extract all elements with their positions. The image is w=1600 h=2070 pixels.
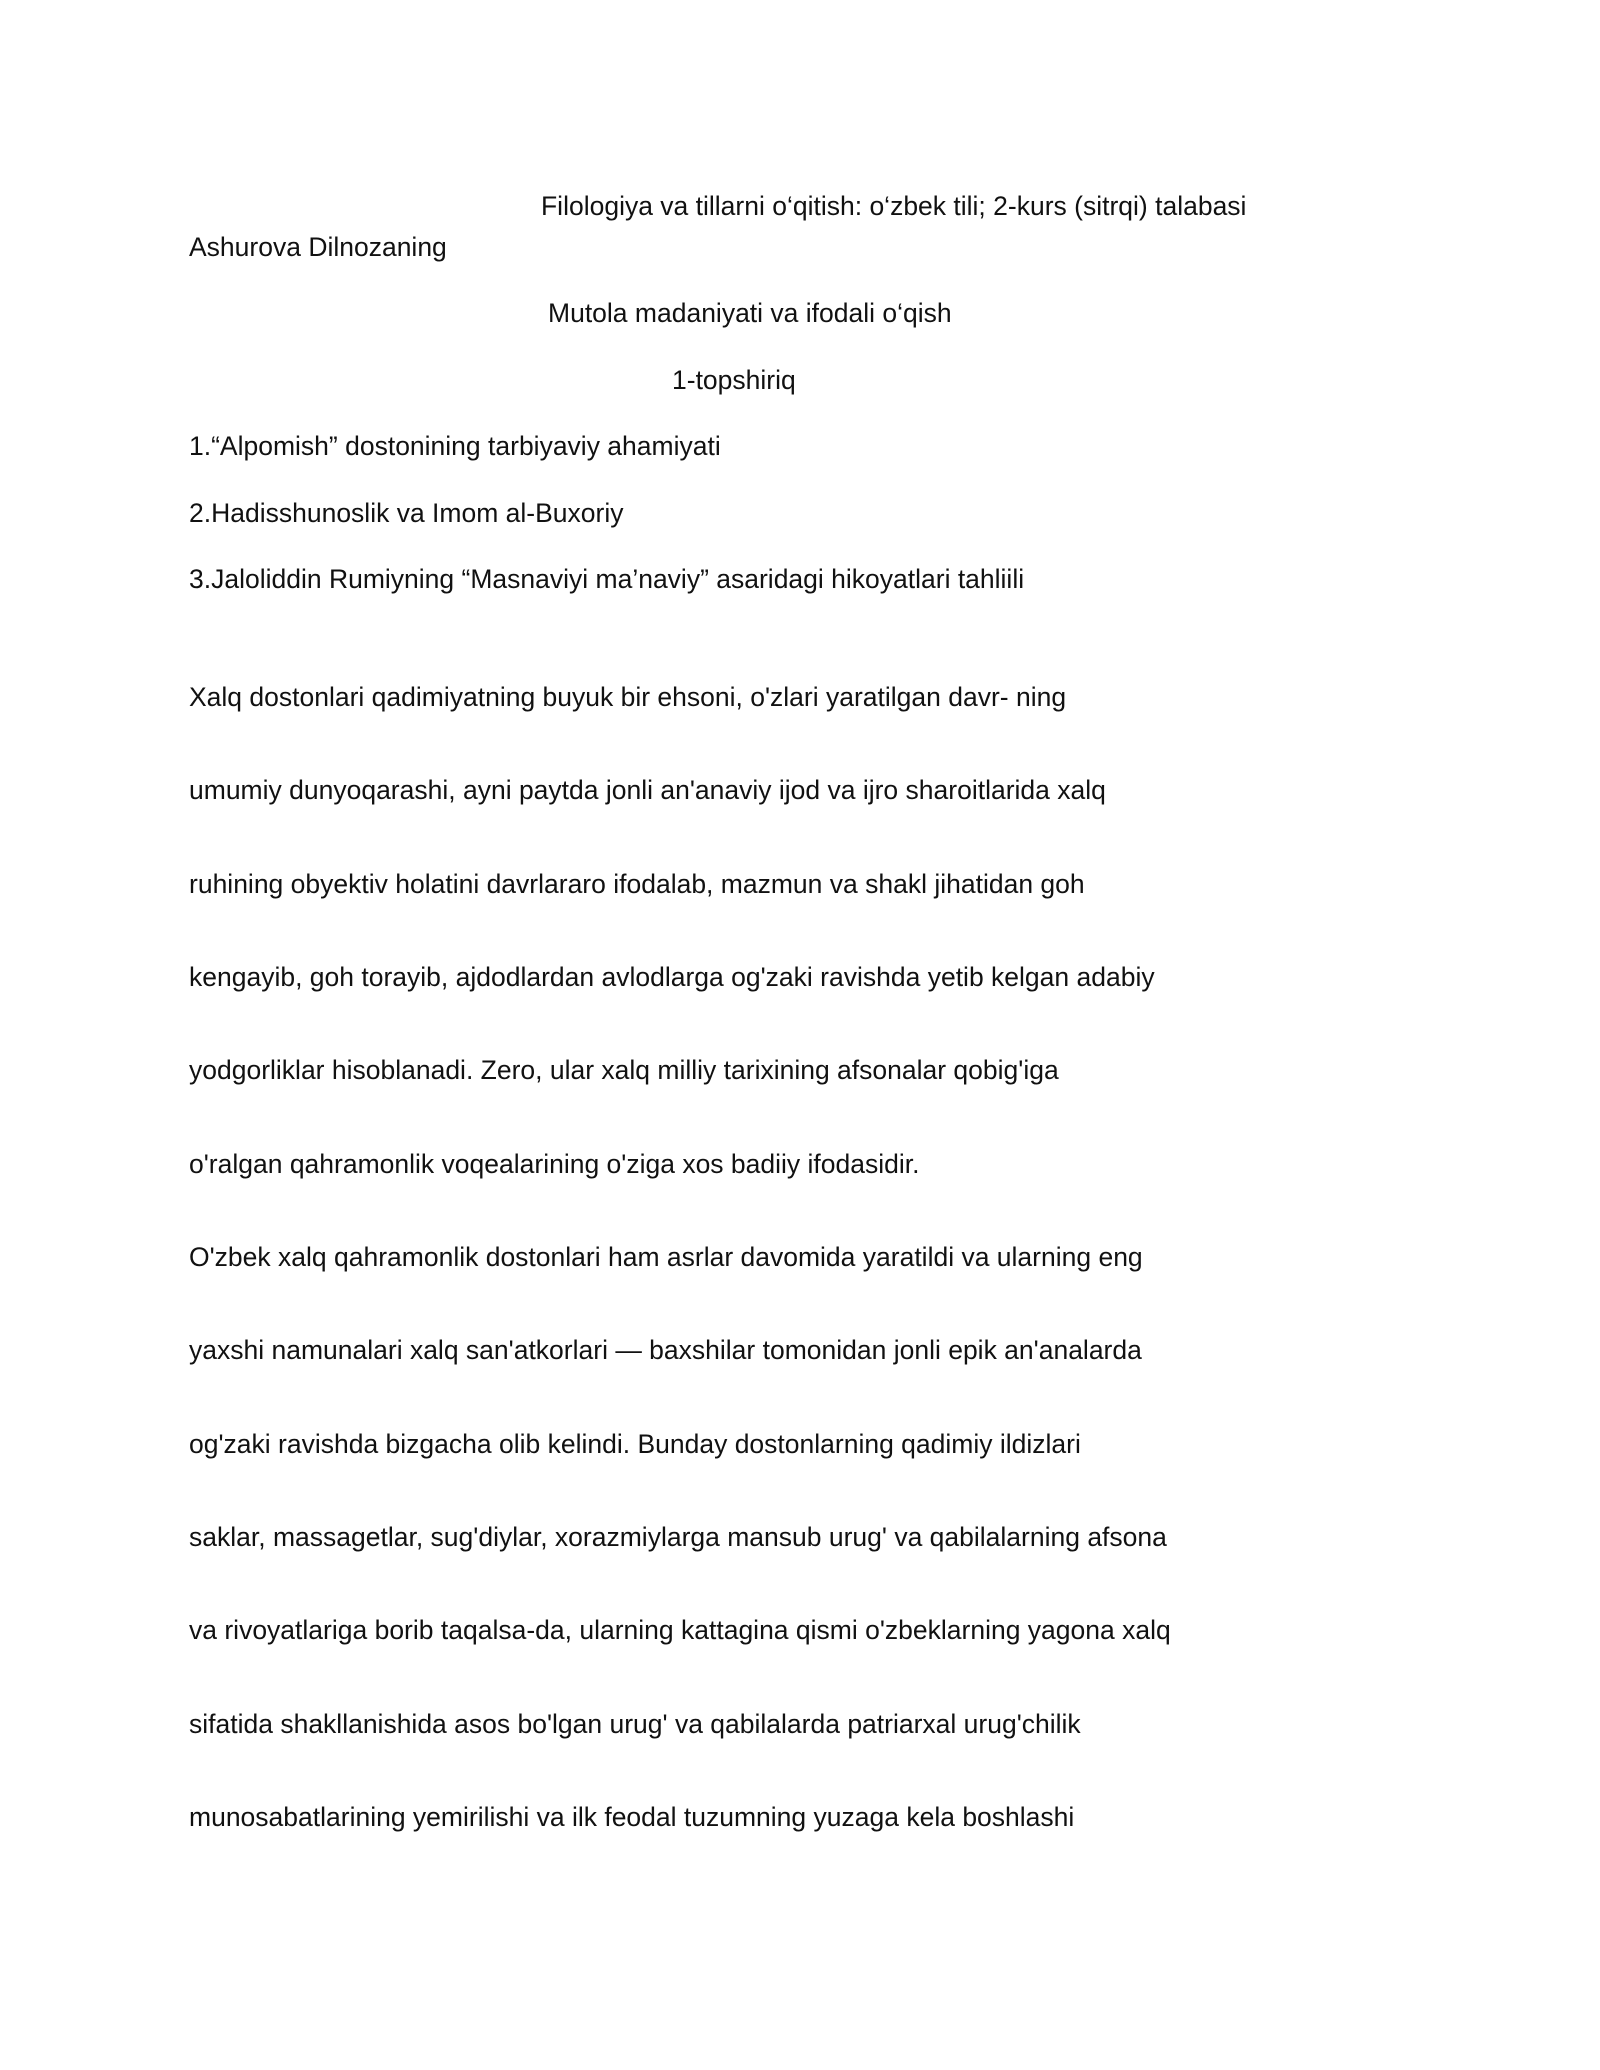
body-line: Xalq dostonlari qadimiyatning buyuk bir ehsoni, o'zlari yaratilgan davr- ning [189, 682, 1067, 712]
body-line: saklar, massagetlar, sug'diylar, xorazmiylarga mansub urug' va qabilalarning afsona [189, 1522, 1167, 1552]
topic-item-1: 1.“Alpomish” dostonining tarbiyaviy ahamiyati [189, 431, 721, 461]
body-line: og'zaki ravishda bizgacha olib kelindi. Bunday dostonlarning qadimiy ildizlari [189, 1429, 1081, 1459]
body-line: umumiy dunyoqarashi, ayni paytda jonli an'anaviy ijod va ijro sharoitlarida xalq [189, 775, 1106, 805]
header-line-1: Filologiya va tillarni o‘qitish: o‘zbek tili; 2-kurs (sitrqi) talabasi [541, 191, 1247, 221]
body-line: O'zbek xalq qahramonlik dostonlari ham asrlar davomida yaratildi va ularning eng [189, 1242, 1143, 1272]
subject-title: Mutola madaniyati va ifodali o‘qish [548, 298, 952, 328]
body-line: o'ralgan qahramonlik voqealarining o'ziga xos badiiy ifodasidir. [189, 1149, 920, 1179]
body-line: va rivoyatlariga borib taqalsa-da, ularning kattagina qismi o'zbeklarning yagona xalq [189, 1615, 1171, 1645]
body-line: yaxshi namunalari xalq san'atkorlari — baxshilar tomonidan jonli epik an'analarda [189, 1335, 1142, 1365]
topic-item-3: 3.Jaloliddin Rumiyning “Masnaviyi ma’naviy” asaridagi hikoyatlari tahliili [189, 564, 1025, 594]
body-line: sifatida shakllanishida asos bo'lgan urug' va qabilalarda patriarxal urug'chilik [189, 1709, 1081, 1739]
body-line: yodgorliklar hisoblanadi. Zero, ular xalq milliy tarixining afsonalar qobig'iga [189, 1055, 1059, 1085]
body-line: kengayib, goh torayib, ajdodlardan avlodlarga og'zaki ravishda yetib kelgan adabiy [189, 962, 1155, 992]
body-line: ruhining obyektiv holatini davrlararo ifodalab, mazmun va shakl jihatidan goh [189, 869, 1085, 899]
body-line: munosabatlarining yemirilishi va ilk feodal tuzumning yuzaga kela boshlashi [189, 1802, 1075, 1832]
topic-item-2: 2.Hadisshunoslik va Imom al-Buxoriy [189, 498, 624, 528]
assignment-title: 1-topshiriq [672, 365, 796, 395]
header-line-2: Ashurova Dilnozaning [189, 232, 447, 262]
